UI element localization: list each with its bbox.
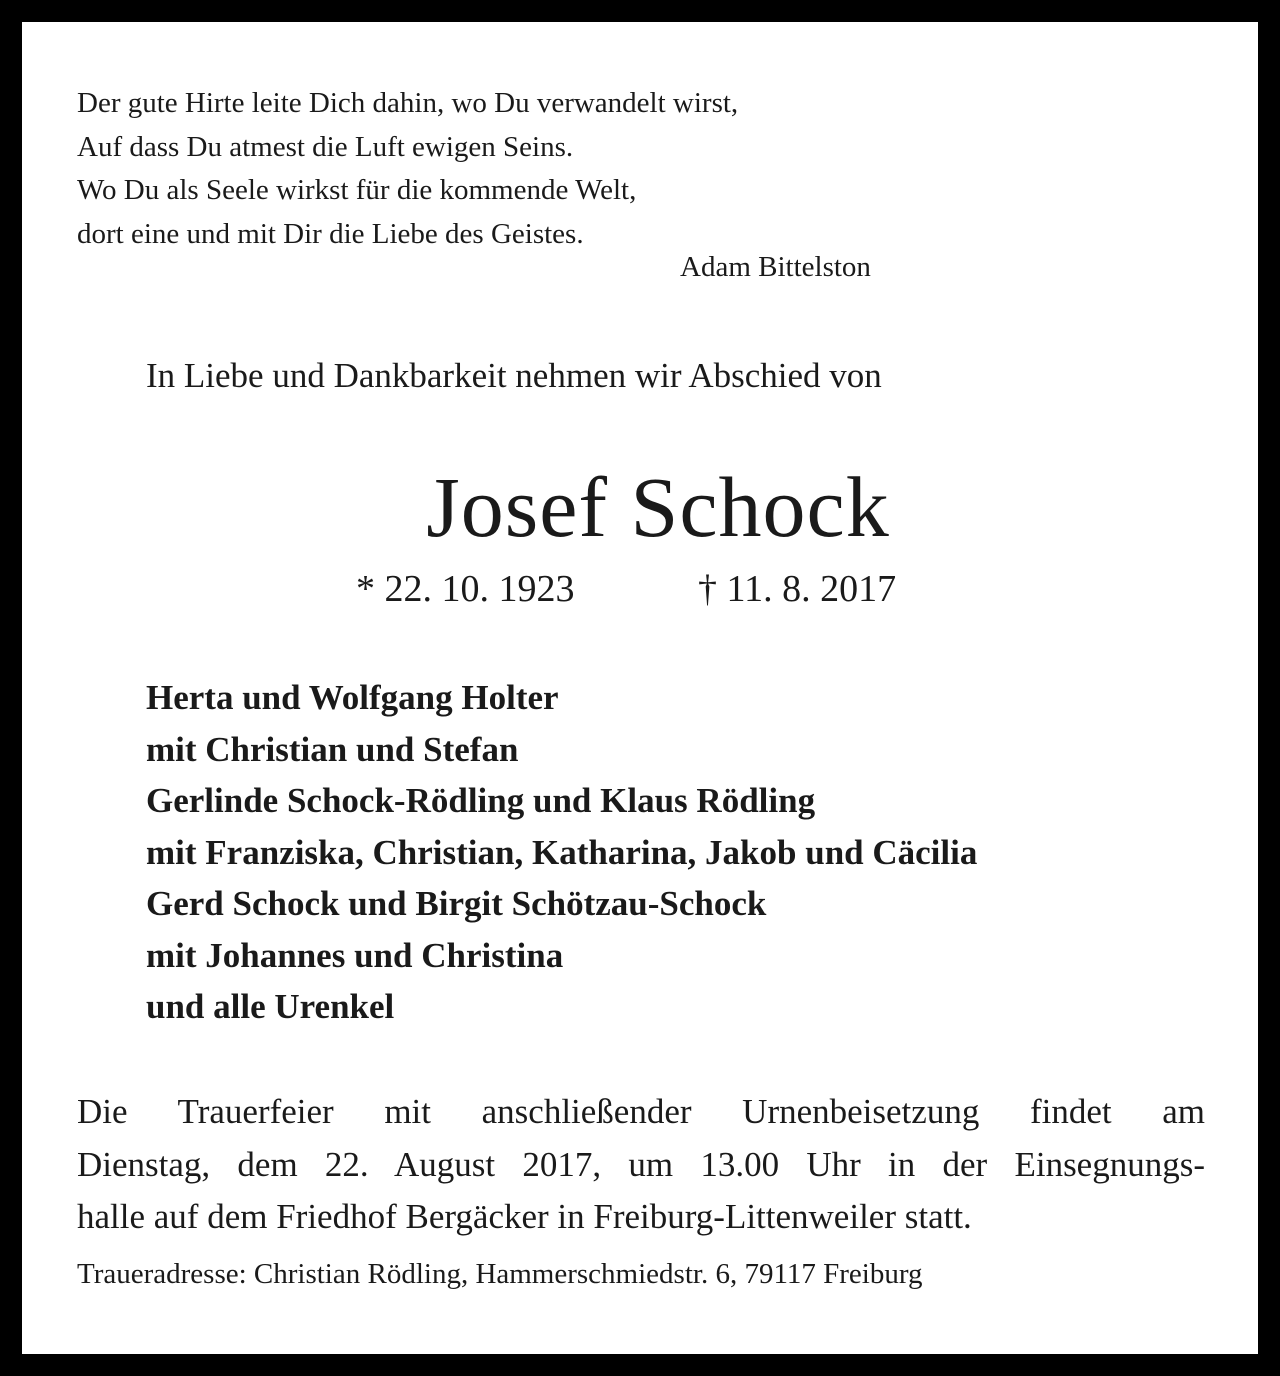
birth-date: * 22. 10. 1923 [356,568,575,610]
deceased-name: Josef Schock [426,459,890,555]
obituary-notice [22,22,1258,1354]
poem-line-4: dort eine und mit Dir die Liebe des Geistes. [77,217,584,250]
ceremony-line-2: Dienstag, dem 22. August 2017, um 13.00 Uhr in der Einsegnungs- [77,1144,1205,1184]
poem-line-3: Wo Du als Seele wirkst für die kommende Welt, [77,174,637,206]
poem-author: Adam Bittelston [680,251,871,283]
ceremony-line-3: halle auf dem Friedhof Bergäcker in Freiburg-Littenweiler statt. [77,1197,972,1236]
family-list [146,672,977,1033]
family-line: mit Franziska, Christian, Katharina, Jakob und Cäcilia [146,832,978,872]
family-line: Gerd Schock und Birgit Schötzau-Schock [146,884,767,923]
poem [77,82,738,256]
poem-line-1: Der gute Hirte leite Dich dahin, wo Du verwandelt wirst, [77,87,739,119]
family-line: mit Johannes und Christina [146,935,564,975]
family-line: Gerlinde Schock-Rödling und Klaus Rödling [146,781,816,820]
ceremony-text [77,1086,1205,1244]
mourning-address: Traueradresse: Christian Rödling, Hammerschmiedstr. 6, 79117 Freiburg [77,1258,923,1290]
family-line: mit Christian und Stefan [146,729,519,769]
ceremony-line-1: Die Trauerfeier mit anschließender Urnenbeisetzung findet am [77,1092,1205,1131]
intro-text: In Liebe und Dankbarkeit nehmen wir Abschied von [146,356,882,395]
death-date: † 11. 8. 2017 [698,568,897,610]
poem-line-2: Auf dass Du atmest die Luft ewigen Seins. [77,130,574,163]
family-line: und alle Urenkel [146,987,395,1026]
family-line: Herta und Wolfgang Holter [146,678,559,717]
